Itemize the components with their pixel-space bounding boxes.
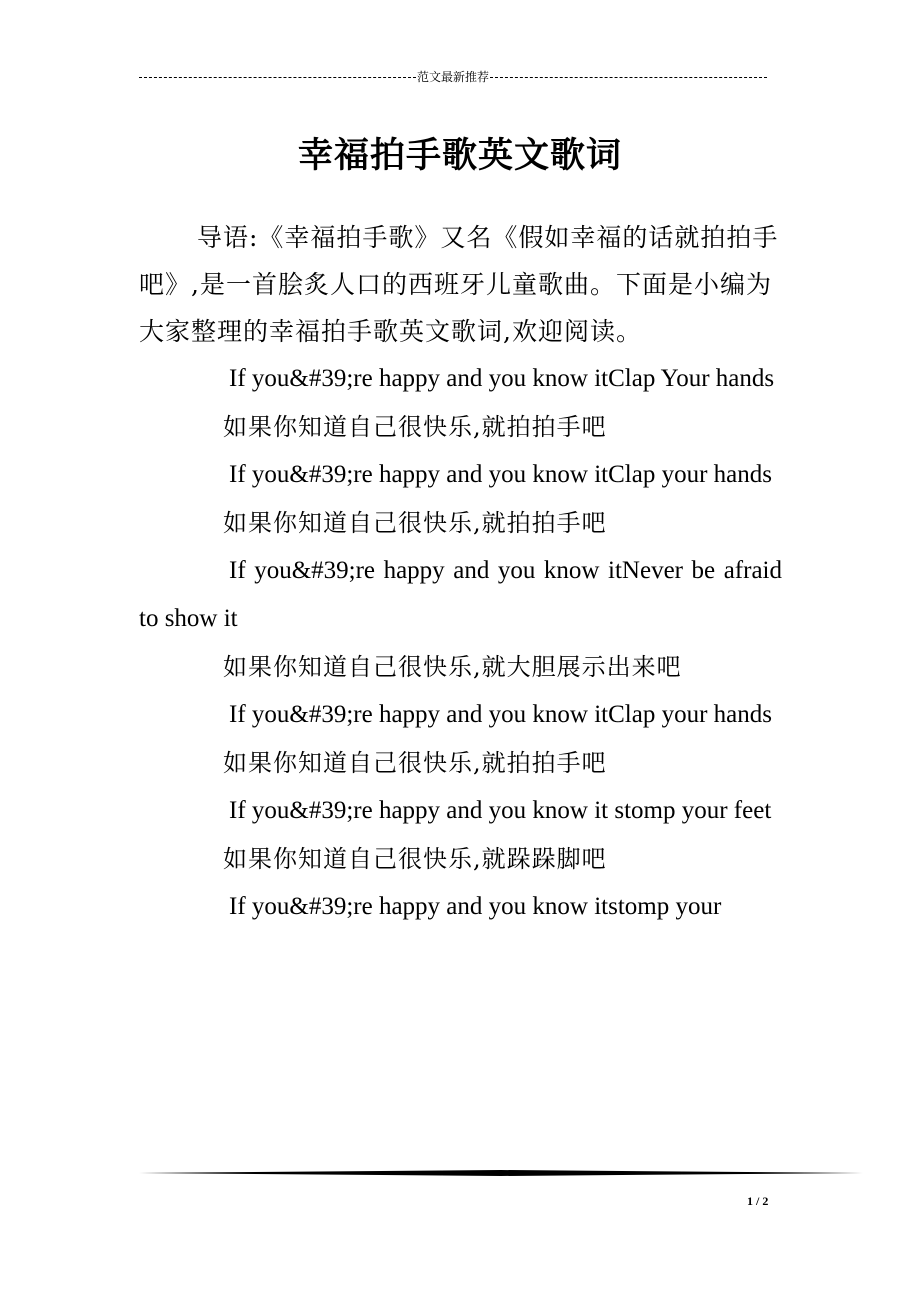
verse-5 bbox=[139, 787, 782, 883]
document-body bbox=[139, 214, 782, 931]
intro-paragraph: 导语:《幸福拍手歌》又名《假如幸福的话就拍拍手吧》,是一首脍炙人口的西班牙儿童歌曲。下面是小编为大家整理的幸福拍手歌英文歌词,欢迎阅读。 bbox=[139, 223, 779, 346]
header-label: 范文最新推荐 bbox=[417, 69, 490, 84]
verse-english-line: If you&#39;re happy and you know itClap Your hands bbox=[229, 365, 775, 392]
verse-english-line: If you&#39;re happy and you know it stomp your feet bbox=[229, 797, 772, 824]
verse-english-line: If you&#39;re happy and you know itClap your hands bbox=[229, 461, 772, 488]
verse-1 bbox=[139, 355, 782, 451]
page-header bbox=[139, 66, 767, 86]
verse-chinese-line: 如果你知道自己很快乐,就拍拍手吧 bbox=[223, 509, 607, 537]
verse-chinese-line: 如果你知道自己很快乐,就拍拍手吧 bbox=[223, 413, 607, 441]
verse-2 bbox=[139, 451, 782, 547]
verse-english-line: If you&#39;re happy and you know itNever be afraid to show it bbox=[139, 557, 782, 632]
header-rule-right bbox=[490, 77, 767, 78]
verse-chinese-line: 如果你知道自己很快乐,就拍拍手吧 bbox=[223, 749, 607, 777]
verse-6 bbox=[139, 883, 782, 931]
page-number: 1 / 2 bbox=[747, 1194, 769, 1208]
verse-chinese-line: 如果你知道自己很快乐,就大胆展示出来吧 bbox=[223, 653, 682, 681]
footer-rule bbox=[139, 1170, 863, 1176]
verse-chinese-line: 如果你知道自己很快乐,就跺跺脚吧 bbox=[223, 845, 607, 873]
page-title: 幸福拍手歌英文歌词 bbox=[297, 136, 622, 176]
verse-4 bbox=[139, 691, 782, 787]
verse-3 bbox=[139, 547, 782, 691]
verse-english-line: If you&#39;re happy and you know itstomp your bbox=[229, 893, 722, 920]
verse-english-line: If you&#39;re happy and you know itClap your hands bbox=[229, 701, 772, 728]
header-rule-left bbox=[139, 77, 416, 78]
